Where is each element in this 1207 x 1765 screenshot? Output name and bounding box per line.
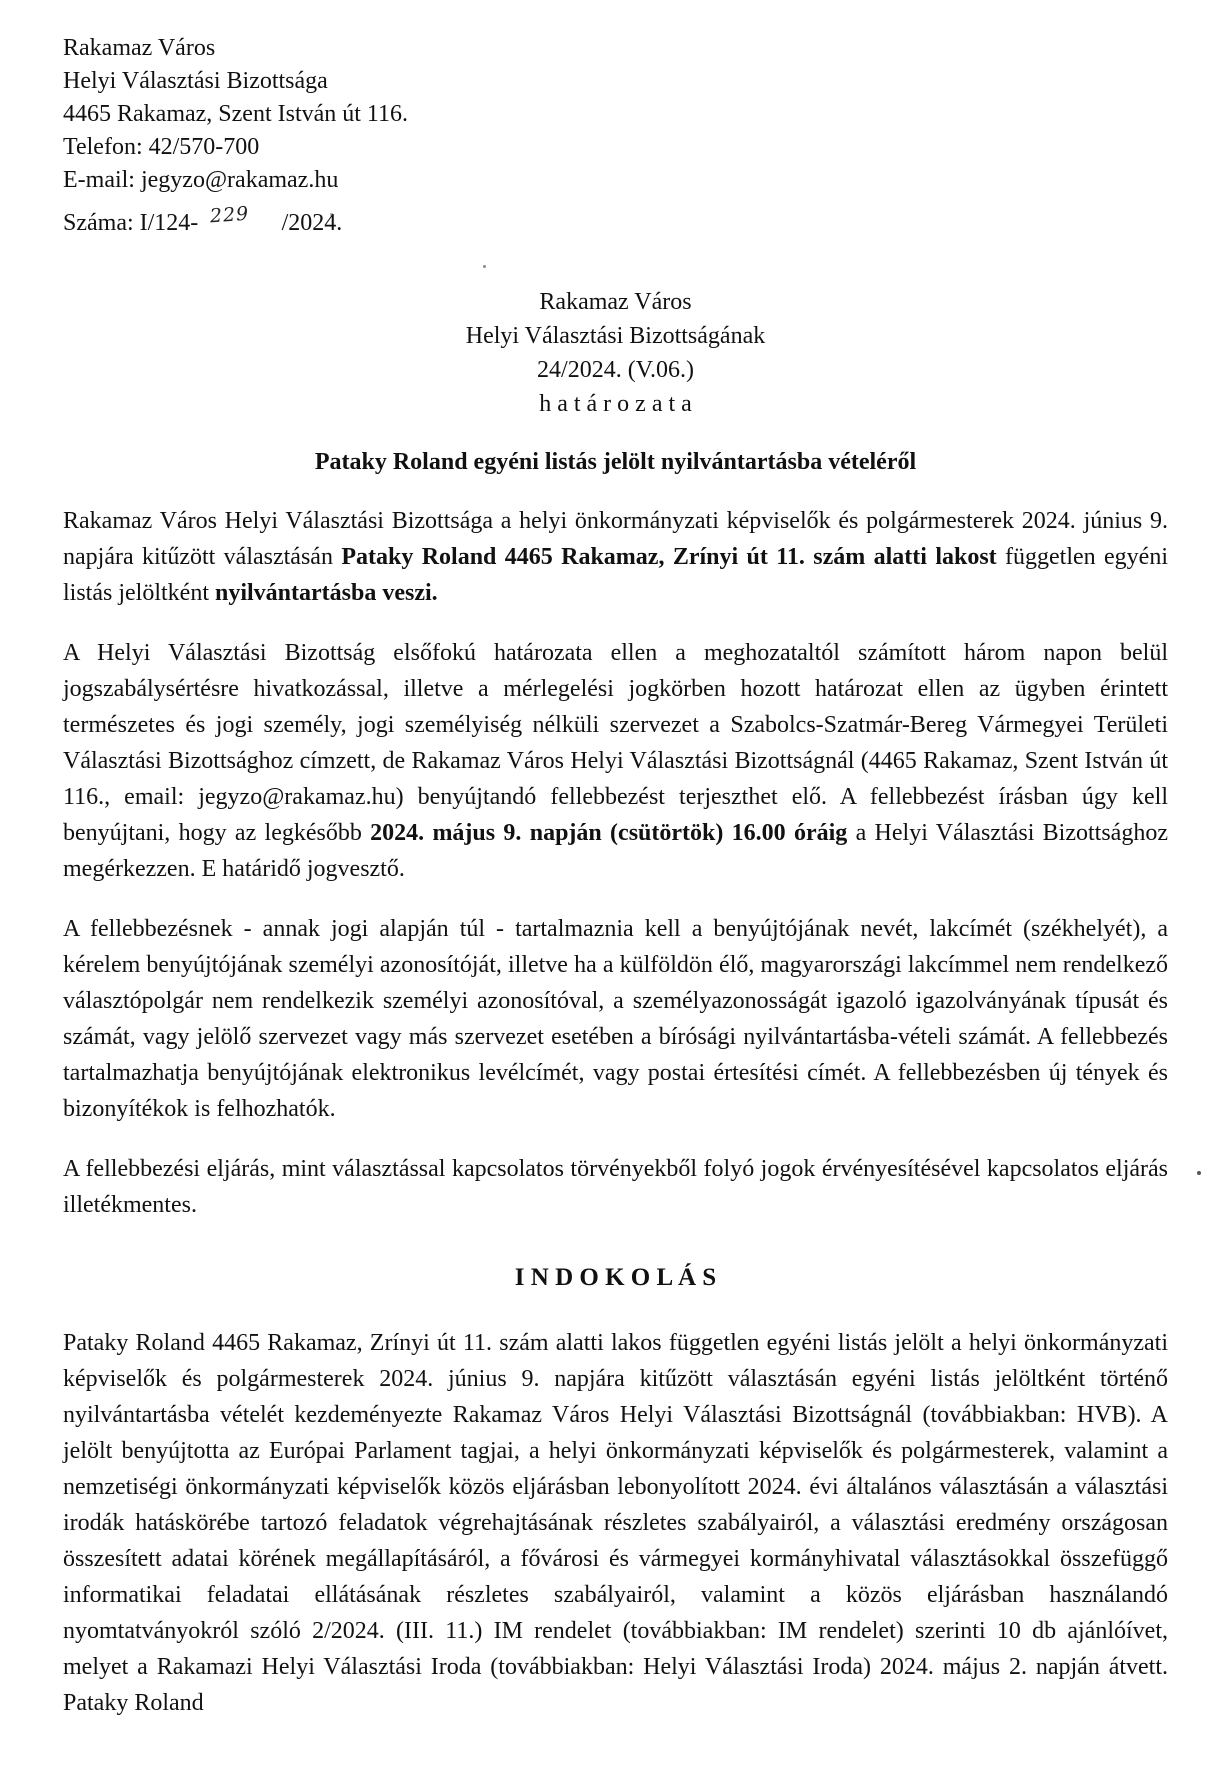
text-run: Rakamaz Város Helyi Választási Bizottsága a helyi önkormányzati képviselők és polgármesterek 2024. június 9. napjára kitűzött választásán [63,508,1168,570]
decision-paragraph-appeal-rules [63,635,1168,887]
text-run: Pataky Roland 4465 Rakamaz, Zrínyi út 11. szám alatti lakos független egyéni listás jelölt a helyi önkormányzati képviselők és polgármesterek 2024. június 9. napjára kitűzött választásán egyéni listás jelöltként történő nyilvántartásba vételét kezdeményezte Rakamaz Város Helyi Választási Bizottságnál (továbbiakban: HVB). A jelölt benyújtotta az Európai Parlament tagjai, a helyi önkormányzati képviselők és polgármesterek, valamint a nemzetiségi önkormányzati képviselők közös eljárásban lebonyolított 2024. évi általános választásán a választási irodák hatáskörébe tartozó feladatok végrehajtásának részletes szabályairól, a választási eredmény országosan összesített adatai körének megállapításáról, a fővárosi és vármegyei kormányhivatal választásokkal összefüggő informatikai feladatai ellátásának részletes szabályairól, valamint a közös eljárásban használandó nyomtatványokról szóló 2/2024. (III. 11.) IM rendelet (továbbiakban: IM rendelet) szerinti 10 db ajánlóívet, melyet a Rakamazi Helyi Választási Iroda (továbbiakban: Helyi Választási Iroda) 2024. május 2. napján átvett. Pataky Roland [63,1330,1168,1716]
emphasized-text-run: Pataky Roland 4465 Rakamaz, Zrínyi út 11. szám alatti lakost [341,544,1006,570]
decision-title-org-line-1: Rakamaz Város [539,289,692,315]
text-run: A fellebbezésnek - annak jogi alapján túl - tartalmaznia kell a benyújtójának nevét, lakcímét (székhelyét), a kérelem benyújtójának személyi azonosítóját, illetve ha a külföldön élő, magyarországi lakcímmel nem rendelkező választópolgár nem rendelkezik személyi azonosítóval, a személyazonosságát igazoló igazolványának típusát és számát, vagy jelölő szervezet vagy más szervezet esetében a bírósági nyilvántartásba-vételi számát. A fellebbezés tartalmazhatja benyújtójának elektronikus levélcímét, vagy postai értesítési címét. A fellebbezésben új tények és bizonyítékok is felhozhatók. [63,916,1168,1122]
decision-number: 24/2024. (V.06.) [537,357,694,383]
decision-title-block [63,285,1168,421]
reasoning-body [63,1325,1168,1721]
reasoning-paragraph [63,1325,1168,1721]
decision-body [63,503,1168,1223]
case-number-prefix: Száma: I/124- [63,210,199,236]
decision-paragraph-appeal-content [63,911,1168,1127]
text-run: a Helyi Választási Bizottsághoz megérkezzen. E határidő jogvesztő. [63,820,1168,882]
case-number-handwritten: 229 [209,202,251,228]
decision-paragraph-registration [63,503,1168,611]
text-run: független egyéni listás jelöltként [63,544,1169,606]
sender-email: E-mail: jegyzo@rakamaz.hu [63,167,339,193]
sender-org-line-1: Rakamaz Város [63,35,216,61]
scan-artifact-speck [1197,1171,1201,1175]
emphasized-text-run: 2024. május 9. napján (csütörtök) 16.00 óráig [370,820,848,846]
scan-artifact-speck [330,213,333,216]
emphasized-text-run: nyilvántartásba veszi. [214,580,438,606]
text-run: A fellebbezési eljárás, mint választással kapcsolatos törvényekből folyó jogok érvényesítésével kapcsolatos eljárás illetékmentes. [63,1156,1168,1218]
scan-artifact-speck [483,265,486,268]
decision-word: h a t á r o z a t a [539,391,692,417]
decision-title-org-line-2: Helyi Választási Bizottságának [465,323,766,349]
sender-org-line-2: Helyi Választási Bizottsága [63,68,328,94]
sender-address-block [63,32,1168,197]
sender-street-address: 4465 Rakamaz, Szent István út 116. [63,101,409,127]
case-number-line [63,202,1168,241]
case-number-suffix: /2024. [281,210,343,236]
text-run: A Helyi Választási Bizottság elsőfokú határozata ellen a meghozataltól számított három napon belül jogszabálysértésre hivatkozással, illetve a mérlegelési jogkörben hozott határozat ellen az ügyben érintett természetes és jogi személy, jogi személyiség nélküli szervezet a Szabolcs-Szatmár-Bereg Vármegyei Területi Választási Bizottsághoz címzett, de Rakamaz Város Helyi Választási Bizottságnál (4465 Rakamaz, Szent István út 116., email: jegyzo@rakamaz.hu) benyújtandó fellebbezést terjeszthet elő. A fellebbezést írásban úgy kell benyújtani, hogy az legkésőbb [63,640,1168,846]
decision-subject-title: Pataky Roland egyéni listás jelölt nyilvántartásba vételéről [314,449,917,475]
reasoning-section-heading: I N D O K O L Á S [514,1264,717,1291]
decision-paragraph-fee-exemption [63,1151,1168,1223]
sender-phone: Telefon: 42/570-700 [63,134,260,160]
